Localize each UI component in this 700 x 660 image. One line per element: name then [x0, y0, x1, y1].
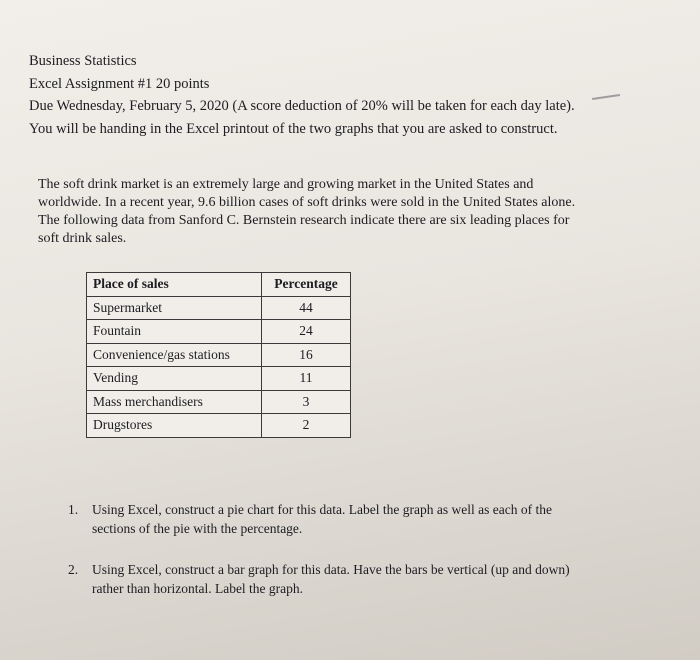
question-item — [68, 500, 570, 538]
pen-mark — [592, 94, 620, 100]
question-item — [68, 560, 570, 598]
question-text: sections of the pie with the percentage. — [92, 521, 303, 536]
question-list — [68, 500, 570, 620]
place-cell: Drugstores — [87, 414, 262, 438]
place-cell: Mass merchandisers — [87, 390, 262, 414]
percentage-cell: 44 — [262, 296, 351, 320]
due-date: Due Wednesday, February 5, 2020 (A score deduction of 20% will be taken for each day late). — [29, 98, 575, 114]
question-number: 1. — [68, 502, 79, 517]
table-row — [87, 414, 351, 438]
place-cell: Convenience/gas stations — [87, 343, 262, 367]
percentage-cell: 11 — [262, 367, 351, 391]
sales-table — [86, 272, 351, 438]
intro-paragraph — [38, 176, 638, 248]
question-text: Using Excel, construct a bar graph for this data. Have the bars be vertical (up and down) — [92, 562, 570, 577]
table-row — [87, 320, 351, 344]
column-header-place: Place of sales — [87, 273, 262, 297]
percentage-cell: 24 — [262, 320, 351, 344]
table-header-row — [87, 273, 351, 297]
assignment-header — [29, 50, 575, 140]
intro-line: The soft drink market is an extremely large and growing market in the United States and — [38, 177, 534, 192]
place-cell: Vending — [87, 367, 262, 391]
intro-line: soft drink sales. — [38, 231, 127, 246]
question-text: rather than horizontal. Label the graph. — [92, 581, 304, 596]
intro-line: The following data from Sanford C. Bernstein research indicate there are six leading places for — [38, 213, 570, 228]
column-header-percentage: Percentage — [262, 273, 351, 297]
table-row — [87, 296, 351, 320]
table-row — [87, 390, 351, 414]
submission-instructions: You will be handing in the Excel printout of the two graphs that you are asked to construct. — [29, 120, 558, 137]
assignment-title: Excel Assignment #1 20 points — [29, 75, 210, 92]
intro-line: worldwide. In a recent year, 9.6 billion cases of soft drinks were sold in the United States alone. — [38, 195, 576, 210]
course-title: Business Statistics — [29, 53, 137, 69]
percentage-cell: 16 — [262, 343, 351, 367]
percentage-cell: 3 — [262, 390, 351, 414]
question-text: Using Excel, construct a pie chart for this data. Label the graph as well as each of the — [92, 502, 552, 517]
table-row — [87, 343, 351, 367]
place-cell: Supermarket — [87, 296, 262, 320]
question-number: 2. — [68, 562, 79, 577]
place-cell: Fountain — [87, 320, 262, 344]
table-row — [87, 367, 351, 391]
percentage-cell: 2 — [262, 414, 351, 438]
